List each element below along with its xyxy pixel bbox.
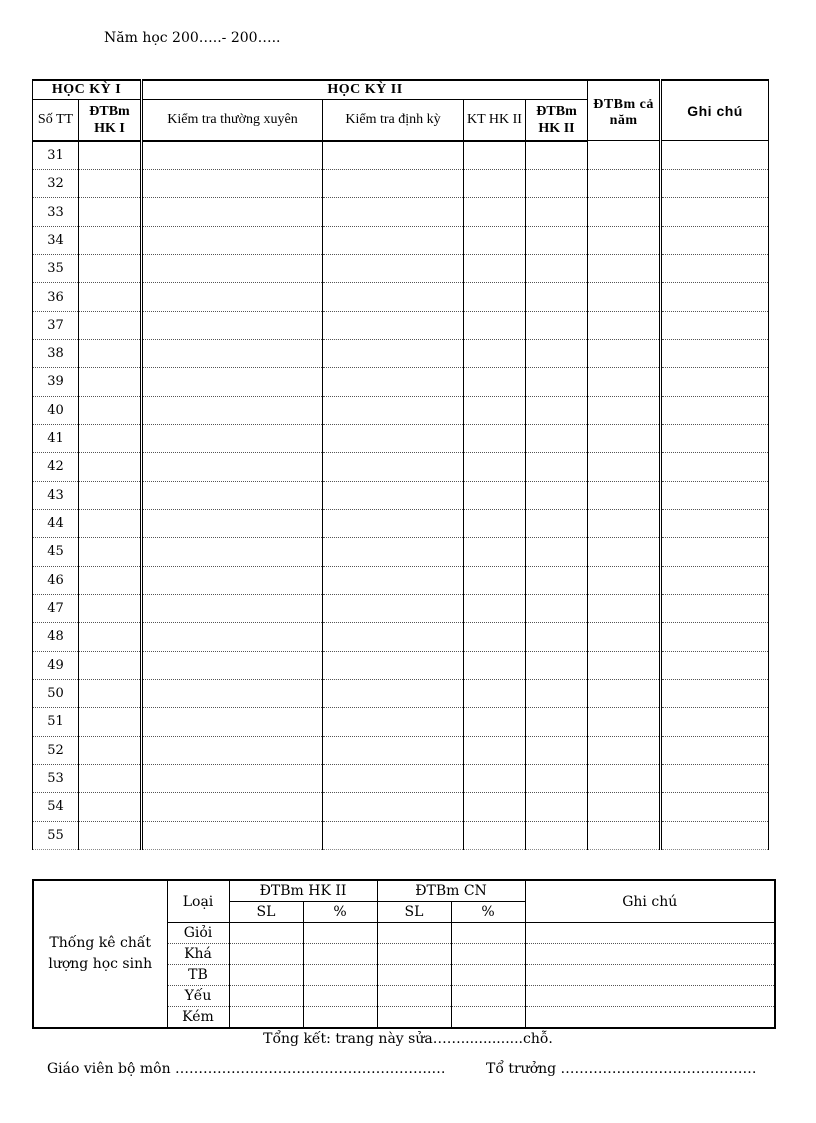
stats-cell[interactable] [303,985,377,1006]
notes-cell[interactable] [661,764,769,792]
dtbm-hk1-cell[interactable] [79,170,142,198]
regular-test-cell[interactable] [142,821,323,849]
periodic-test-cell[interactable] [323,623,464,651]
kt-hk2-cell[interactable] [464,793,526,821]
regular-test-cell[interactable] [142,226,323,254]
periodic-test-cell[interactable] [323,708,464,736]
stats-dtbm-hk2-header: ĐTBm HK II [229,880,377,902]
regular-test-cell[interactable] [142,170,323,198]
periodic-test-cell[interactable] [323,141,464,170]
stats-cell[interactable] [303,1006,377,1028]
summary-line: Tổng kết: trang này sửa……..............chỗ. [263,1031,553,1047]
dtbm-hk1-cell[interactable] [79,821,142,849]
stats-cell[interactable] [451,943,525,964]
dtbm-hk2-cell[interactable] [526,566,588,594]
dtbm-hk2-header: ĐTBm HK II [526,100,588,141]
notes-cell[interactable] [661,311,769,339]
dtbm-year-cell[interactable] [588,481,661,509]
notes-cell[interactable] [661,481,769,509]
dtbm-hk2-cell[interactable] [526,424,588,452]
table-row [33,453,769,481]
stats-cell[interactable] [229,985,303,1006]
regular-test-cell[interactable] [142,708,323,736]
table-row [33,255,769,283]
dtbm-hk1-cell[interactable] [79,396,142,424]
dtbm-hk2-cell[interactable] [526,170,588,198]
table-row [33,340,769,368]
regular-test-cell[interactable] [142,764,323,792]
periodic-test-cell[interactable] [323,170,464,198]
stt-cell: 47 [33,594,79,622]
stt-cell: 55 [33,821,79,849]
notes-cell[interactable] [661,821,769,849]
regular-test-cell[interactable] [142,679,323,707]
table-row [33,198,769,226]
stt-cell: 49 [33,651,79,679]
regular-test-cell[interactable] [142,651,323,679]
dtbm-hk1-cell[interactable] [79,368,142,396]
dtbm-hk1-cell[interactable] [79,198,142,226]
stats-table [32,879,776,1029]
periodic-test-cell[interactable] [323,481,464,509]
regular-test-cell[interactable] [142,736,323,764]
stats-type-label: Giỏi [167,923,229,944]
head-signature: Tổ trưởng …………………………………… [486,1061,757,1077]
semester2-header: HỌC KỲ II [142,80,588,100]
dtbm-year-cell[interactable] [588,708,661,736]
dtbm-hk2-cell[interactable] [526,368,588,396]
regular-test-cell[interactable] [142,368,323,396]
stats-cell[interactable] [451,923,525,944]
dtbm-hk2-cell[interactable] [526,311,588,339]
stats-type-label: Khá [167,943,229,964]
regular-test-cell[interactable] [142,198,323,226]
dtbm-hk2-cell[interactable] [526,764,588,792]
stt-cell: 45 [33,538,79,566]
stats-type-label: TB [167,964,229,985]
periodic-test-cell[interactable] [323,538,464,566]
dtbm-hk1-cell[interactable] [79,453,142,481]
dtbm-hk2-cell[interactable] [526,340,588,368]
kt-hk2-cell[interactable] [464,198,526,226]
stt-cell: 46 [33,566,79,594]
periodic-test-cell[interactable] [323,793,464,821]
dtbm-year-cell[interactable] [588,283,661,311]
grade-table [32,79,769,850]
dtbm-hk2-cell[interactable] [526,141,588,170]
dtbm-hk1-cell[interactable] [79,736,142,764]
table-row [33,566,769,594]
kt-hk2-cell[interactable] [464,226,526,254]
notes-cell[interactable] [661,623,769,651]
stt-cell: 41 [33,424,79,452]
dtbm-hk2-cell[interactable] [526,453,588,481]
stt-cell: 31 [33,141,79,170]
periodic-test-cell[interactable] [323,651,464,679]
regular-test-cell[interactable] [142,283,323,311]
stt-cell: 53 [33,764,79,792]
dtbm-hk1-cell[interactable] [79,793,142,821]
table-row [33,311,769,339]
dtbm-hk1-cell[interactable] [79,226,142,254]
table-row [33,793,769,821]
stats-type-label: Yếu [167,985,229,1006]
table-row [33,651,769,679]
notes-cell[interactable] [661,283,769,311]
notes-cell[interactable] [661,170,769,198]
regular-test-cell[interactable] [142,481,323,509]
table-row [33,368,769,396]
stats-cell[interactable] [377,964,451,985]
stats-notes-cell[interactable] [525,964,775,985]
stats-notes-header: Ghi chú [525,880,775,923]
table-row [33,226,769,254]
dtbm-year-cell[interactable] [588,226,661,254]
stt-cell: 33 [33,198,79,226]
periodic-test-cell[interactable] [323,566,464,594]
periodic-test-cell[interactable] [323,594,464,622]
dtbm-hk2-cell[interactable] [526,821,588,849]
kt-hk2-cell[interactable] [464,538,526,566]
stt-cell: 51 [33,708,79,736]
dtbm-hk1-cell[interactable] [79,623,142,651]
table-row [33,509,769,537]
kt-hk2-cell[interactable] [464,283,526,311]
dtbm-year-header: ĐTBm cả năm [588,80,661,141]
dtbm-hk1-cell[interactable] [79,311,142,339]
dtbm-year-cell[interactable] [588,424,661,452]
dtbm-year-cell[interactable] [588,793,661,821]
periodic-test-cell[interactable] [323,453,464,481]
notes-cell[interactable] [661,396,769,424]
stt-cell: 32 [33,170,79,198]
stats-cell[interactable] [377,923,451,944]
dtbm-hk2-cell[interactable] [526,226,588,254]
dtbm-year-cell[interactable] [588,764,661,792]
notes-cell[interactable] [661,368,769,396]
stt-cell: 35 [33,255,79,283]
kt-hk2-cell[interactable] [464,340,526,368]
dtbm-hk2-cell[interactable] [526,255,588,283]
stt-cell: 34 [33,226,79,254]
dtbm-hk1-cell[interactable] [79,509,142,537]
dtbm-hk2-cell[interactable] [526,538,588,566]
stats-cell[interactable] [303,943,377,964]
dtbm-year-cell[interactable] [588,453,661,481]
kt-hk2-cell[interactable] [464,736,526,764]
table-row [33,424,769,452]
dtbm-hk1-cell[interactable] [79,708,142,736]
regular-test-cell[interactable] [142,623,323,651]
kt-hk2-cell[interactable] [464,679,526,707]
stats-cell[interactable] [451,964,525,985]
notes-cell[interactable] [661,708,769,736]
stats-notes-cell[interactable] [525,923,775,944]
dtbm-hk2-cell[interactable] [526,283,588,311]
stt-cell: 38 [33,340,79,368]
regular-test-cell[interactable] [142,594,323,622]
table-row [33,170,769,198]
notes-cell[interactable] [661,679,769,707]
table-row [33,283,769,311]
notes-cell[interactable] [661,198,769,226]
periodic-test-cell[interactable] [323,198,464,226]
dtbm-hk2-cell[interactable] [526,651,588,679]
stt-cell: 39 [33,368,79,396]
stats-dtbm-cn-header: ĐTBm CN [377,880,525,902]
kt-hk2-cell[interactable] [464,708,526,736]
stats-cell[interactable] [451,1006,525,1028]
dtbm-year-cell[interactable] [588,340,661,368]
dtbm-hk1-header: ĐTBm HK I [79,100,142,141]
kt-hk2-cell[interactable] [464,566,526,594]
notes-header: Ghi chú [661,80,769,141]
teacher-signature: Giáo viên bộ môn ……………………………………………….… [47,1061,446,1077]
periodic-test-cell[interactable] [323,368,464,396]
regular-test-cell[interactable] [142,396,323,424]
dtbm-hk1-cell[interactable] [79,651,142,679]
kt-hk2-header: KT HK II [464,100,526,141]
dtbm-hk2-cell[interactable] [526,793,588,821]
dtbm-hk1-cell[interactable] [79,283,142,311]
table-row [33,736,769,764]
stats-notes-cell[interactable] [525,943,775,964]
school-year: Năm học 200…..- 200….. [104,30,281,46]
stats-cell[interactable] [229,964,303,985]
notes-cell[interactable] [661,793,769,821]
regular-test-cell[interactable] [142,424,323,452]
pct-header-hk2: % [303,902,377,923]
periodic-test-cell[interactable] [323,424,464,452]
periodic-test-cell[interactable] [323,509,464,537]
dtbm-hk1-cell[interactable] [79,764,142,792]
regular-test-cell[interactable] [142,793,323,821]
periodic-test-cell[interactable] [323,736,464,764]
kt-hk2-cell[interactable] [464,821,526,849]
periodic-test-cell[interactable] [323,226,464,254]
dtbm-year-cell[interactable] [588,736,661,764]
stt-cell: 54 [33,793,79,821]
dtbm-year-cell[interactable] [588,679,661,707]
stt-cell: 37 [33,311,79,339]
stats-title: Thống kê chất lượng học sinh [33,880,167,1028]
regular-test-cell[interactable] [142,566,323,594]
kt-hk2-cell[interactable] [464,170,526,198]
dtbm-year-cell[interactable] [588,141,661,170]
notes-cell[interactable] [661,538,769,566]
regular-test-cell[interactable] [142,255,323,283]
regular-test-cell[interactable] [142,453,323,481]
table-row [33,623,769,651]
notes-cell[interactable] [661,424,769,452]
dtbm-hk2-cell[interactable] [526,198,588,226]
dtbm-hk2-cell[interactable] [526,509,588,537]
stt-header: Số TT [33,100,79,141]
dtbm-year-cell[interactable] [588,368,661,396]
notes-cell[interactable] [661,255,769,283]
regular-test-cell[interactable] [142,311,323,339]
notes-cell[interactable] [661,594,769,622]
stats-cell[interactable] [229,1006,303,1028]
kt-hk2-cell[interactable] [464,481,526,509]
dtbm-year-cell[interactable] [588,311,661,339]
stats-cell[interactable] [451,985,525,1006]
stats-type-label: Kém [167,1006,229,1028]
table-row [33,396,769,424]
dtbm-year-cell[interactable] [588,255,661,283]
kt-hk2-cell[interactable] [464,453,526,481]
notes-cell[interactable] [661,566,769,594]
notes-cell[interactable] [661,340,769,368]
stats-notes-cell[interactable] [525,985,775,1006]
dtbm-year-cell[interactable] [588,509,661,537]
dtbm-hk1-cell[interactable] [79,538,142,566]
stt-cell: 48 [33,623,79,651]
notes-cell[interactable] [661,226,769,254]
kt-hk2-cell[interactable] [464,594,526,622]
periodic-test-cell[interactable] [323,340,464,368]
regular-test-cell[interactable] [142,538,323,566]
dtbm-hk1-cell[interactable] [79,481,142,509]
kt-hk2-cell[interactable] [464,509,526,537]
sl-header-hk2: SL [229,902,303,923]
periodic-test-cell[interactable] [323,283,464,311]
periodic-test-cell[interactable] [323,396,464,424]
dtbm-hk2-cell[interactable] [526,679,588,707]
dtbm-hk1-cell[interactable] [79,255,142,283]
kt-hk2-cell[interactable] [464,311,526,339]
dtbm-hk1-cell[interactable] [79,566,142,594]
dtbm-year-cell[interactable] [588,396,661,424]
pct-header-cn: % [451,902,525,923]
periodic-test-cell[interactable] [323,679,464,707]
dtbm-year-cell[interactable] [588,198,661,226]
table-row [33,481,769,509]
regular-test-cell[interactable] [142,509,323,537]
dtbm-year-cell[interactable] [588,170,661,198]
dtbm-hk2-cell[interactable] [526,736,588,764]
table-row [33,708,769,736]
periodic-test-cell[interactable] [323,311,464,339]
dtbm-year-cell[interactable] [588,821,661,849]
stats-notes-cell[interactable] [525,1006,775,1028]
dtbm-year-cell[interactable] [588,623,661,651]
stats-cell[interactable] [377,1006,451,1028]
regular-test-cell[interactable] [142,141,323,170]
dtbm-hk1-cell[interactable] [79,141,142,170]
dtbm-year-cell[interactable] [588,594,661,622]
stt-cell: 52 [33,736,79,764]
notes-cell[interactable] [661,141,769,170]
dtbm-hk2-cell[interactable] [526,481,588,509]
dtbm-hk2-cell[interactable] [526,623,588,651]
stats-cell[interactable] [229,943,303,964]
dtbm-hk2-cell[interactable] [526,708,588,736]
type-header: Loại [167,880,229,923]
stats-cell[interactable] [303,923,377,944]
periodic-test-cell[interactable] [323,255,464,283]
stats-cell[interactable] [377,943,451,964]
dtbm-year-cell[interactable] [588,538,661,566]
semester1-header: HỌC KỲ I [33,80,142,100]
table-row [33,764,769,792]
notes-cell[interactable] [661,651,769,679]
kt-hk2-cell[interactable] [464,424,526,452]
stats-cell[interactable] [377,985,451,1006]
dtbm-hk1-cell[interactable] [79,424,142,452]
dtbm-hk1-cell[interactable] [79,340,142,368]
dtbm-year-cell[interactable] [588,651,661,679]
kt-hk2-cell[interactable] [464,623,526,651]
table-row [33,821,769,849]
dtbm-hk2-cell[interactable] [526,594,588,622]
stt-cell: 50 [33,679,79,707]
regular-test-header: Kiểm tra thường xuyên [142,100,323,141]
notes-cell[interactable] [661,509,769,537]
kt-hk2-cell[interactable] [464,368,526,396]
stt-cell: 40 [33,396,79,424]
kt-hk2-cell[interactable] [464,141,526,170]
regular-test-cell[interactable] [142,340,323,368]
stt-cell: 42 [33,453,79,481]
periodic-test-header: Kiểm tra định kỳ [323,100,464,141]
periodic-test-cell[interactable] [323,764,464,792]
dtbm-hk1-cell[interactable] [79,679,142,707]
stats-cell[interactable] [303,964,377,985]
dtbm-year-cell[interactable] [588,566,661,594]
stats-cell[interactable] [229,923,303,944]
kt-hk2-cell[interactable] [464,396,526,424]
periodic-test-cell[interactable] [323,821,464,849]
notes-cell[interactable] [661,453,769,481]
stt-cell: 44 [33,509,79,537]
stt-cell: 43 [33,481,79,509]
table-row [33,538,769,566]
kt-hk2-cell[interactable] [464,651,526,679]
kt-hk2-cell[interactable] [464,255,526,283]
sl-header-cn: SL [377,902,451,923]
stt-cell: 36 [33,283,79,311]
table-row [33,141,769,170]
notes-cell[interactable] [661,736,769,764]
dtbm-hk2-cell[interactable] [526,396,588,424]
table-row [33,679,769,707]
kt-hk2-cell[interactable] [464,764,526,792]
dtbm-hk1-cell[interactable] [79,594,142,622]
table-row [33,594,769,622]
